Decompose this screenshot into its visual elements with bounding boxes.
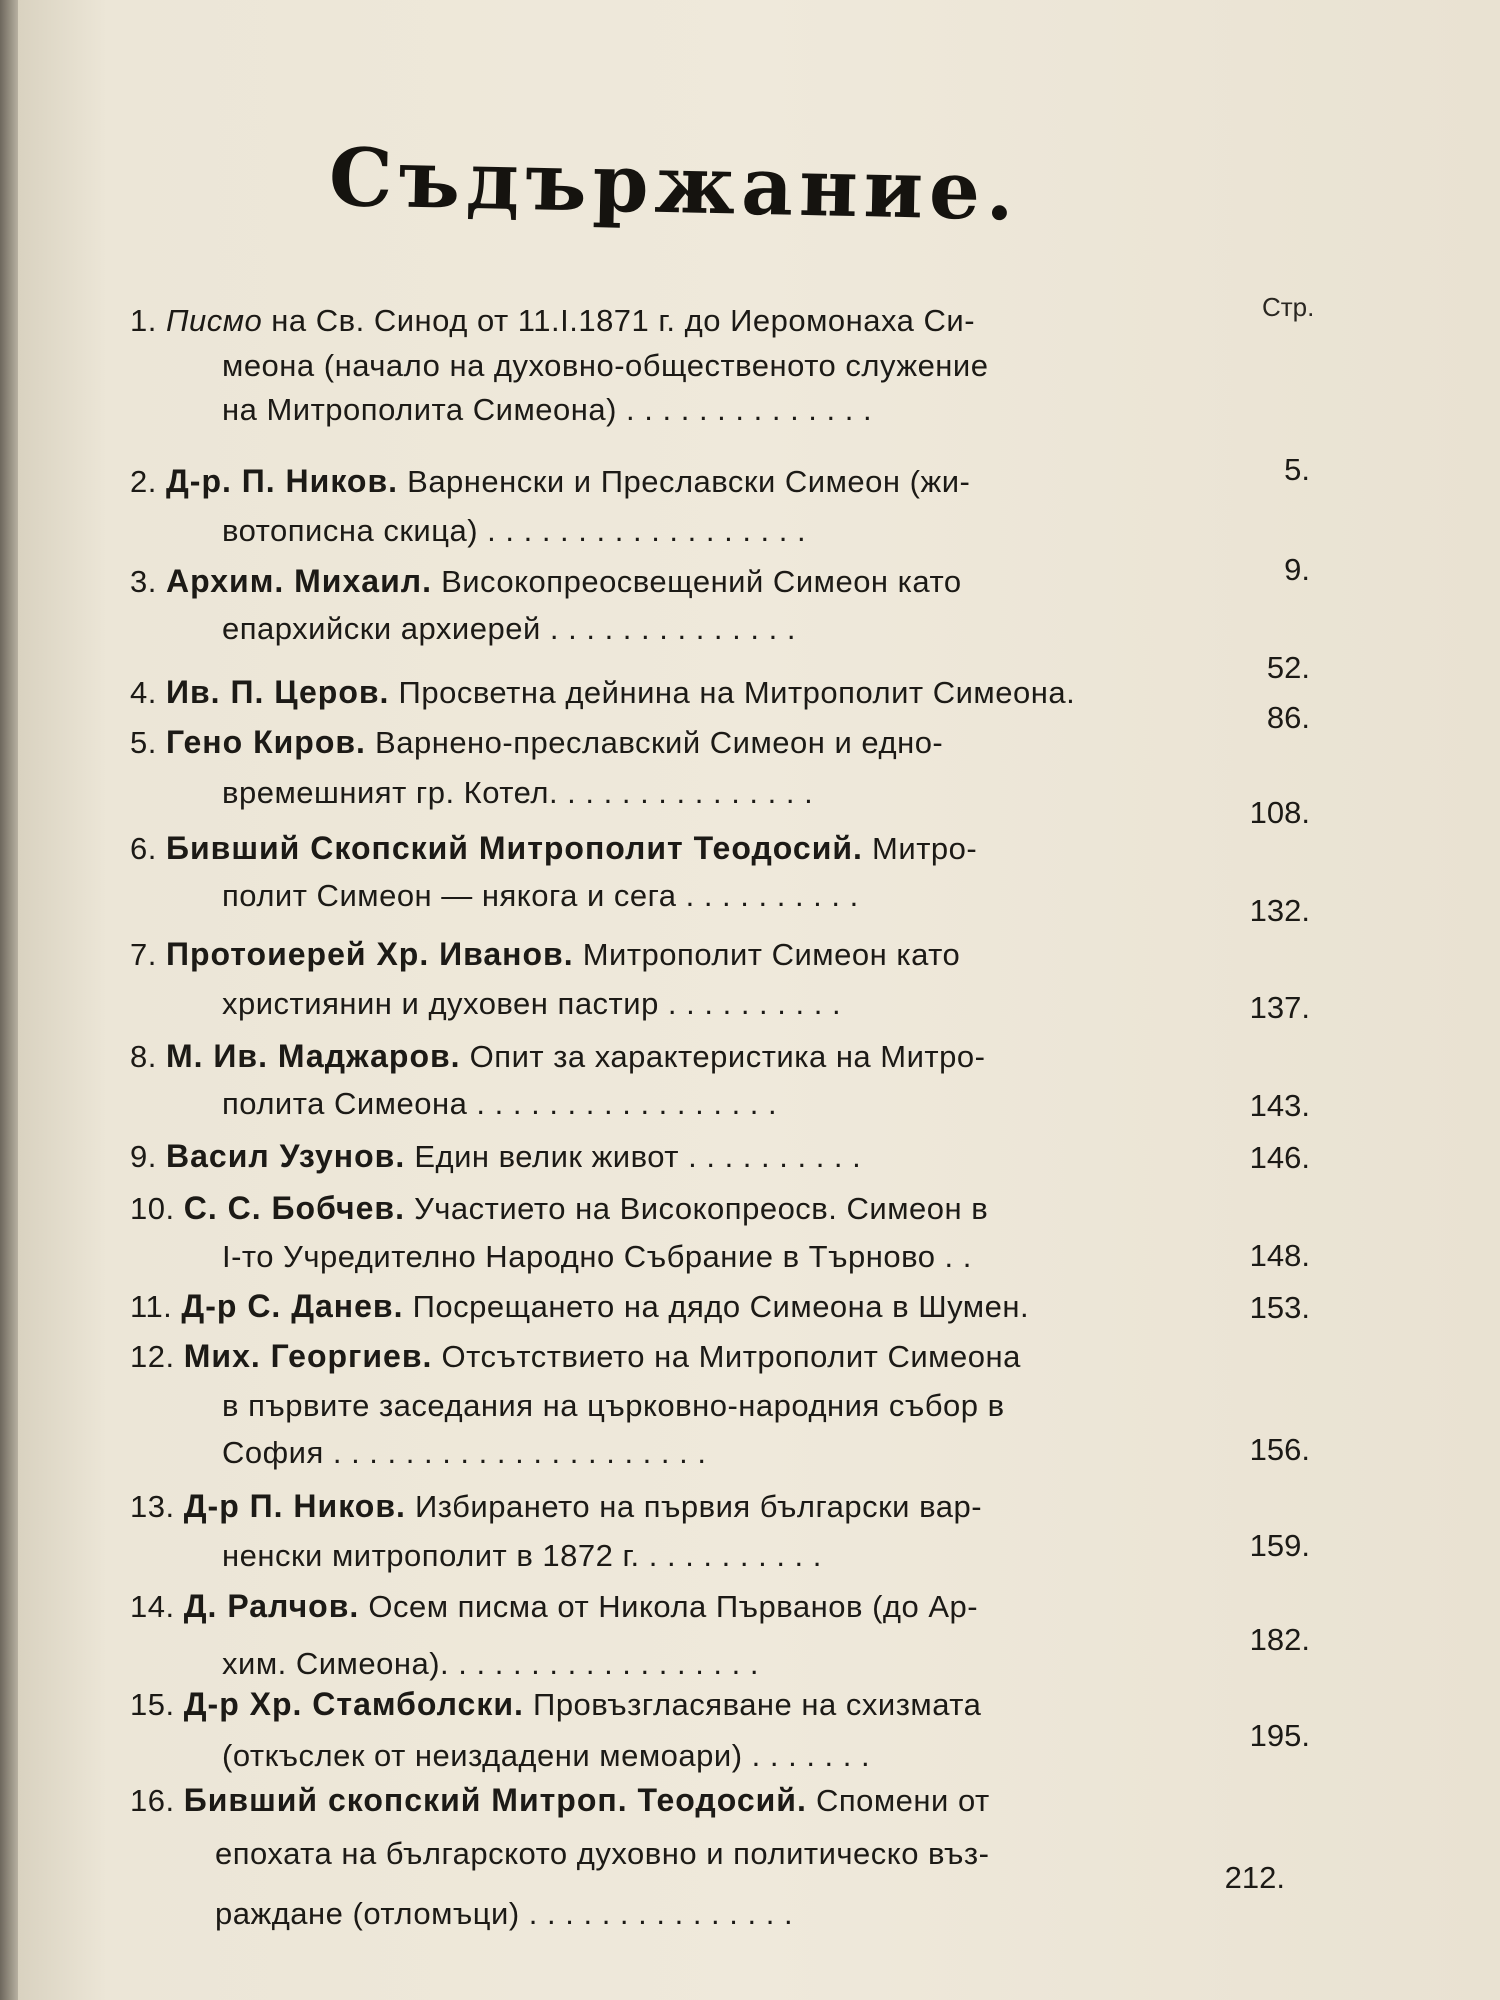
- toc-entry-2-page: 9.: [1284, 552, 1310, 587]
- toc-entry-8-page: 143.: [1249, 1088, 1310, 1123]
- toc-entry-7-line-2: християнин и духовен пастир . . . . . . . . . .: [222, 986, 842, 1021]
- toc-entry-13-line-2: ненски митрополит в 1872 г. . . . . . . . . . .: [222, 1538, 822, 1573]
- toc-entry-12-line-3: София . . . . . . . . . . . . . . . . . . . . .: [222, 1435, 707, 1470]
- toc-entry-5-line-2: времешният гр. Котел. . . . . . . . . . . . . . .: [222, 775, 814, 810]
- toc-entry-2-line-2: вотописна скица) . . . . . . . . . . . . . . . . . .: [222, 513, 807, 548]
- toc-entry-16-line-2: епохата на българското духовно и политическо въз-: [215, 1836, 990, 1871]
- toc-entry-14-page: 182.: [1249, 1622, 1310, 1657]
- toc-entry-14-line-1: 14. Д. Ралчов. Осем писма от Никола Първанов (до Ар-: [130, 1588, 979, 1624]
- toc-entry-1-line-3: на Митрополита Симеона) . . . . . . . . . . . . . .: [222, 392, 873, 427]
- toc-entry-15-page: 195.: [1249, 1718, 1310, 1753]
- page-column-header: Стр.: [1262, 292, 1315, 322]
- toc-entry-1-line-2: меона (начало на духовно-общественото служение: [222, 348, 989, 383]
- toc-entry-1-line-1: 1. Писмо на Св. Синод от 11.I.1871 г. до Иеромонаха Си-: [130, 303, 976, 338]
- toc-entry-15-line-1: 15. Д-р Хр. Стамболски. Провъзгласяване на схизмата: [130, 1686, 982, 1722]
- toc-entry-4-line-1: 4. Ив. П. Церов. Просветна дейнина на Митрополит Симеона.: [130, 674, 1076, 710]
- toc-entry-15-line-2: (откъслек от неиздадени мемоари) . . . . . . .: [222, 1738, 871, 1773]
- toc-entry-6-line-1: 6. Бивший Скопский Митрополит Теодосий. Митро-: [130, 830, 978, 866]
- toc-entry-4-page: 86.: [1266, 700, 1310, 735]
- toc-entry-8-line-2: полита Симеона . . . . . . . . . . . . . . . . .: [222, 1086, 778, 1121]
- toc-entry-12-line-2: в първите заседания на църковно-народния събор в: [222, 1388, 1005, 1423]
- toc-entry-16-line-3: раждане (отломъци) . . . . . . . . . . . . . . .: [215, 1896, 794, 1931]
- toc-entry-3-page: 52.: [1266, 650, 1310, 685]
- toc-entry-14-line-2: хим. Симеона). . . . . . . . . . . . . . . . . .: [222, 1646, 759, 1681]
- toc-entry-13-line-1: 13. Д-р П. Ников. Избирането на първия български вар-: [130, 1488, 983, 1524]
- toc-entry-2-line-1: 2. Д-р. П. Ников. Варненски и Преславски Симеон (жи-: [130, 463, 971, 499]
- toc-entry-12-page: 156.: [1249, 1432, 1310, 1467]
- toc-entry-9-page: 146.: [1249, 1140, 1310, 1175]
- page-title: Съдържание.: [328, 130, 1021, 239]
- toc-entry-9-line-1: 9. Васил Узунов. Един велик живот . . . . . . . . . .: [130, 1138, 862, 1174]
- toc-entry-6-line-2: полит Симеон — някога и сега . . . . . . . . . .: [222, 878, 859, 913]
- toc-entry-12-line-1: 12. Мих. Георгиев. Отсътствието на Митрополит Симеона: [130, 1338, 1021, 1374]
- toc-entry-8-line-1: 8. М. Ив. Маджаров. Опит за характеристика на Митро-: [130, 1038, 986, 1074]
- toc-entry-16-page: 212.: [1224, 1860, 1285, 1895]
- toc-entry-6-page: 132.: [1249, 893, 1310, 928]
- toc-entry-3-line-2: епархийски архиерей . . . . . . . . . . . . . .: [222, 611, 796, 646]
- toc-entry-11-page: 153.: [1249, 1290, 1310, 1325]
- toc-entry-7-line-1: 7. Протоиерей Хр. Иванов. Митрополит Симеон като: [130, 936, 961, 972]
- toc-entry-5-line-1: 5. Гено Киров. Варнено-преславский Симеон и едно-: [130, 724, 944, 760]
- toc-entry-10-line-1: 10. С. С. Бобчев. Участието на Високопреосв. Симеон в: [130, 1190, 989, 1226]
- toc-entry-1-page: 5.: [1284, 452, 1310, 487]
- toc-entry-13-page: 159.: [1249, 1528, 1310, 1563]
- toc-entry-10-page: 148.: [1249, 1238, 1310, 1273]
- toc-entry-10-line-2: I-то Учредително Народно Събрание в Търново . .: [222, 1239, 972, 1274]
- toc-entry-5-page: 108.: [1249, 795, 1310, 830]
- toc-entry-3-line-1: 3. Архим. Михаил. Високопреосвещений Симеон като: [130, 563, 962, 599]
- toc-entry-11-line-1: 11. Д-р С. Данев. Посрещането на дядо Симеона в Шумен.: [130, 1288, 1030, 1324]
- toc-entry-7-page: 137.: [1249, 990, 1310, 1025]
- toc-entry-16-line-1: 16. Бивший скопский Митроп. Теодосий. Спомени от: [130, 1782, 990, 1818]
